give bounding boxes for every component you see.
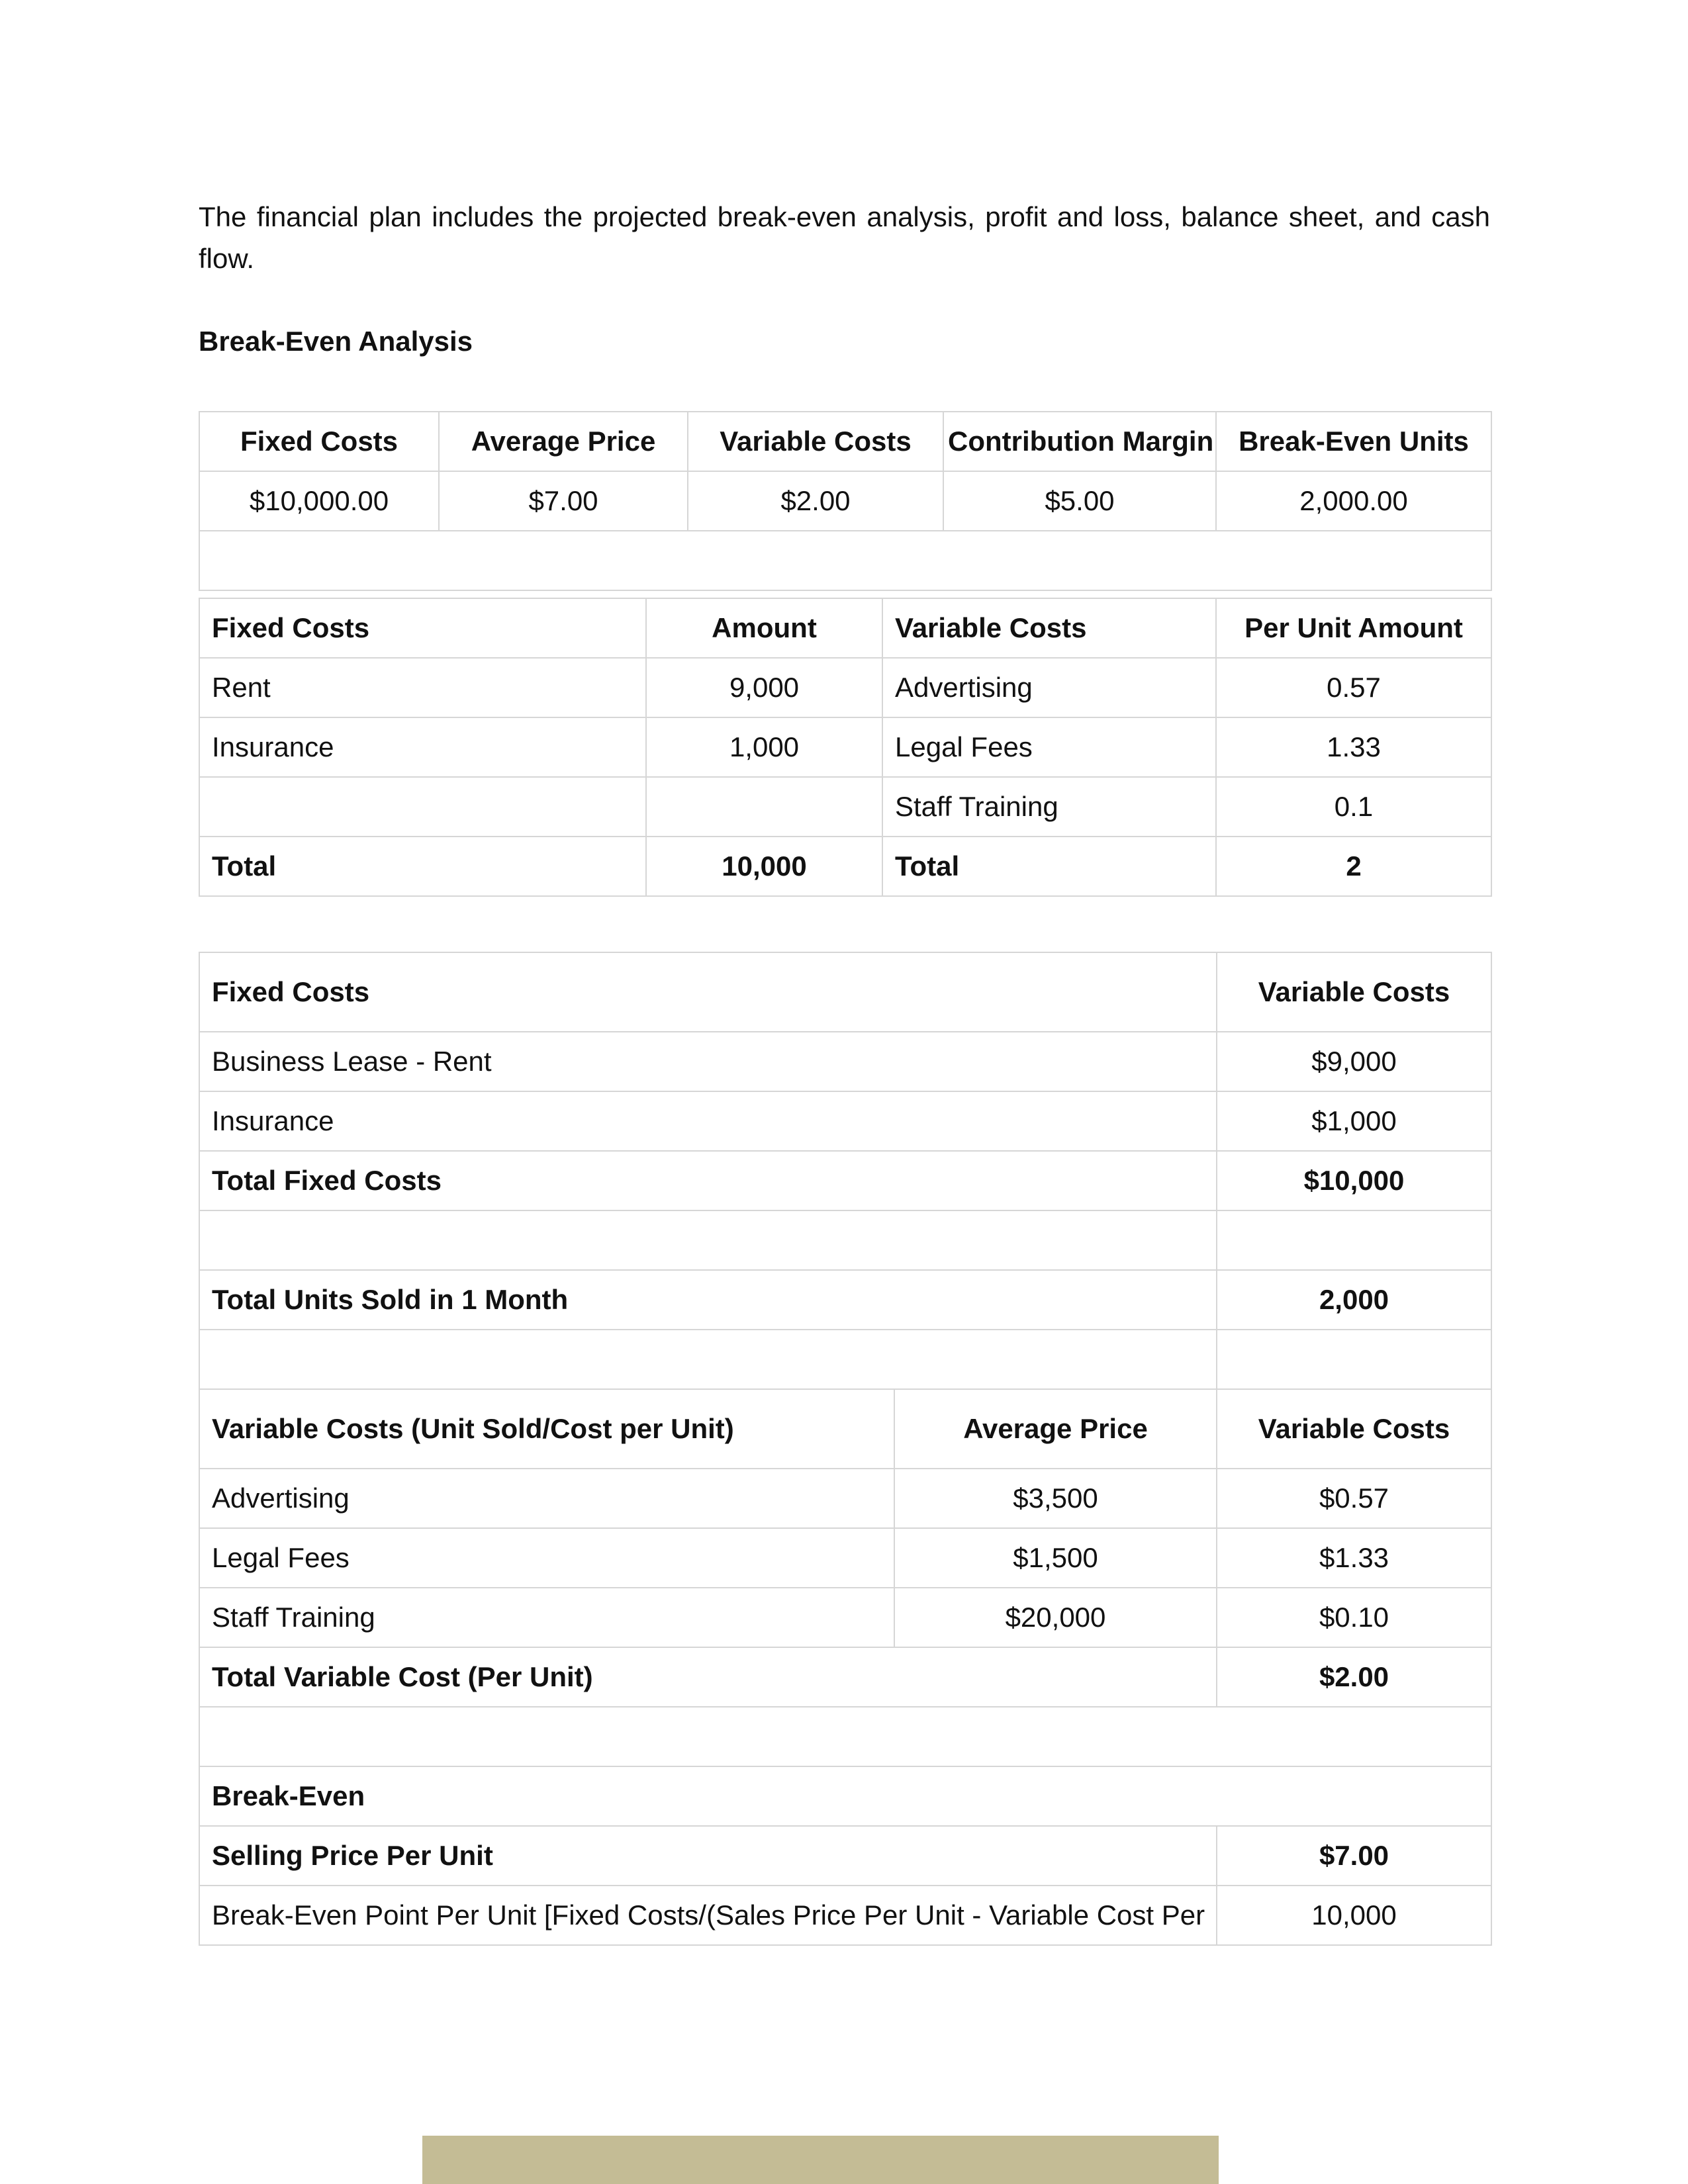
cell: 1,000 — [646, 717, 882, 777]
spacer-row — [199, 1330, 1491, 1389]
break-even-detail-table — [199, 952, 1492, 1946]
header-cell: Fixed Costs — [199, 952, 1217, 1032]
cell: $0.57 — [1217, 1469, 1491, 1528]
cell: Staff Training — [199, 1588, 894, 1647]
cell: 0.1 — [1216, 777, 1491, 837]
header-cell: Per Unit Amount — [1216, 598, 1491, 658]
cell: Advertising — [199, 1469, 894, 1528]
cell: Total — [199, 837, 646, 896]
value-cell: $7.00 — [439, 471, 688, 531]
value-cell: $2.00 — [688, 471, 943, 531]
spacer-cell — [1217, 1210, 1491, 1270]
cell: Insurance — [199, 717, 646, 777]
header-cell: Contribution Margin — [943, 412, 1216, 471]
cell: Legal Fees — [882, 717, 1216, 777]
variable-header-row — [199, 1389, 1491, 1469]
total-row — [199, 1151, 1491, 1210]
header-cell: Variable Costs (Unit Sold/Cost per Unit) — [199, 1389, 894, 1469]
cell: 9,000 — [646, 658, 882, 717]
cell: Insurance — [199, 1091, 1217, 1151]
table-row — [199, 1032, 1491, 1091]
cell: $1,500 — [894, 1528, 1217, 1588]
value-cell: $10,000.00 — [199, 471, 439, 531]
cell: $2.00 — [1217, 1647, 1491, 1707]
cell — [646, 777, 882, 837]
cell: 0.57 — [1216, 658, 1491, 717]
table-row — [199, 1469, 1491, 1528]
units-row — [199, 1270, 1491, 1330]
cell: Legal Fees — [199, 1528, 894, 1588]
cell: Staff Training — [882, 777, 1216, 837]
cost-breakdown-table — [199, 598, 1492, 897]
cell: $20,000 — [894, 1588, 1217, 1647]
table-row — [199, 717, 1491, 777]
summary-value-row — [199, 471, 1491, 531]
break-even-point-row — [199, 1886, 1491, 1945]
header-cell: Average Price — [894, 1389, 1217, 1469]
cell: $7.00 — [1217, 1826, 1491, 1886]
header-cell: Amount — [646, 598, 882, 658]
table-row — [199, 1528, 1491, 1588]
cell: 10,000 — [646, 837, 882, 896]
footer-bar — [422, 2136, 1219, 2184]
break-even-summary-table — [199, 411, 1492, 591]
cell: $0.10 — [1217, 1588, 1491, 1647]
table-row — [199, 1588, 1491, 1647]
header-cell: Variable Costs — [1217, 952, 1491, 1032]
value-cell: 2,000.00 — [1216, 471, 1491, 531]
break-even-label-row — [199, 1766, 1491, 1826]
cell: $10,000 — [1217, 1151, 1491, 1210]
spacer-row — [199, 1707, 1491, 1766]
cell: Selling Price Per Unit — [199, 1826, 1217, 1886]
cell: $1,000 — [1217, 1091, 1491, 1151]
spacer-cell — [199, 531, 1491, 590]
cell: Break-Even Point Per Unit [Fixed Costs/(Sales Price Per Unit - Variable Cost Per — [199, 1886, 1217, 1945]
total-row — [199, 837, 1491, 896]
table-row — [199, 658, 1491, 717]
cell: Total Fixed Costs — [199, 1151, 1217, 1210]
header-cell: Variable Costs — [1217, 1389, 1491, 1469]
value-cell: $5.00 — [943, 471, 1216, 531]
intro-paragraph: The financial plan includes the projected break-even analysis, profit and loss, balance sheet, and cash flow. — [199, 201, 1490, 274]
selling-price-row — [199, 1826, 1491, 1886]
cell: 1.33 — [1216, 717, 1491, 777]
cell: $1.33 — [1217, 1528, 1491, 1588]
table-row — [199, 777, 1491, 837]
header-cell: Fixed Costs — [199, 412, 439, 471]
summary-header-row — [199, 412, 1491, 471]
cell: 10,000 — [1217, 1886, 1491, 1945]
cell: 2 — [1216, 837, 1491, 896]
table-row — [199, 1091, 1491, 1151]
cell: Total — [882, 837, 1216, 896]
spacer-cell — [199, 1707, 1491, 1766]
cell: $3,500 — [894, 1469, 1217, 1528]
fixed-header-row — [199, 952, 1491, 1032]
spacer-cell — [199, 1210, 1217, 1270]
spacer-cell — [199, 1330, 1217, 1389]
header-cell: Variable Costs — [882, 598, 1216, 658]
total-row — [199, 1647, 1491, 1707]
spacer-row — [199, 1210, 1491, 1270]
header-cell: Fixed Costs — [199, 598, 646, 658]
cell: Total Variable Cost (Per Unit) — [199, 1647, 1217, 1707]
cell: Business Lease - Rent — [199, 1032, 1217, 1091]
cell — [199, 777, 646, 837]
cost-header-row — [199, 598, 1491, 658]
cell: $9,000 — [1217, 1032, 1491, 1091]
cell: Advertising — [882, 658, 1216, 717]
cell: 2,000 — [1217, 1270, 1491, 1330]
cell: Rent — [199, 658, 646, 717]
cell: Break-Even — [199, 1766, 1491, 1826]
cell: Total Units Sold in 1 Month — [199, 1270, 1217, 1330]
spacer-row — [199, 531, 1491, 590]
header-cell: Variable Costs — [688, 412, 943, 471]
header-cell: Break-Even Units — [1216, 412, 1491, 471]
section-heading: Break-Even Analysis — [199, 326, 473, 357]
header-cell: Average Price — [439, 412, 688, 471]
spacer-cell — [1217, 1330, 1491, 1389]
